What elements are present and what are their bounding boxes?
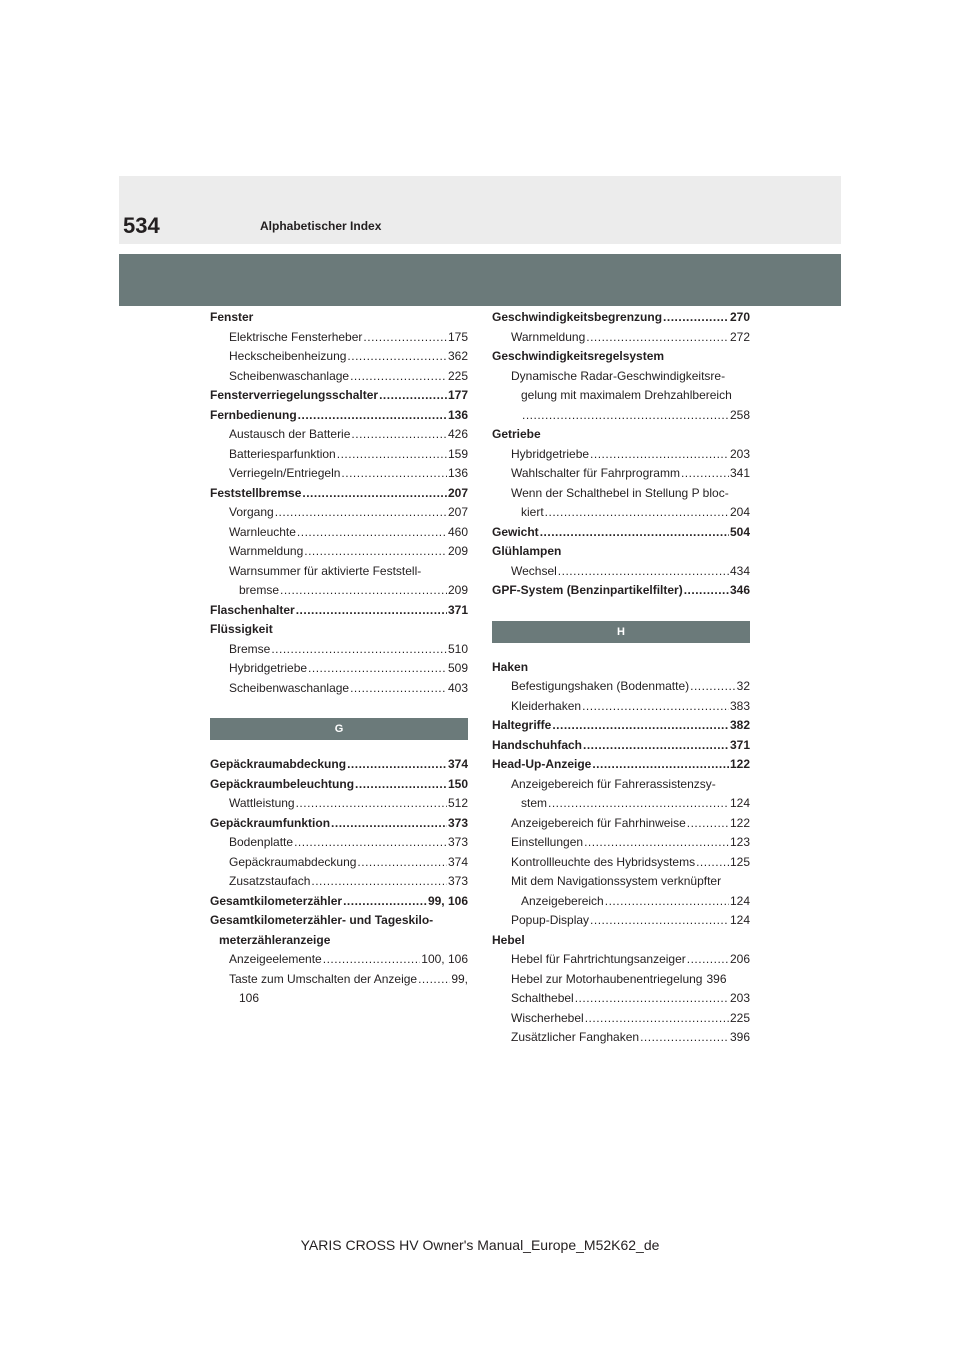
entry-term: Gesamtkilometerzähler xyxy=(210,893,343,908)
page-reference[interactable]: 434 xyxy=(729,563,750,578)
index-entry xyxy=(492,736,750,756)
dot-leader xyxy=(337,445,447,465)
dot-leader xyxy=(548,794,729,814)
dot-leader xyxy=(545,503,729,523)
page-reference[interactable]: 341 xyxy=(729,466,750,480)
entry-term: Taste zum Umschalten der Anzeige xyxy=(229,971,418,986)
dot-leader xyxy=(347,347,447,367)
entry-term: Vorgang xyxy=(229,505,274,519)
dot-leader xyxy=(663,308,729,328)
index-subentry xyxy=(492,1028,750,1048)
dot-leader xyxy=(582,697,729,717)
dot-leader xyxy=(294,833,447,853)
dot-leader xyxy=(363,328,447,348)
entry-term: Glühlampen xyxy=(492,544,562,558)
index-entry xyxy=(210,911,468,931)
entry-term: Hybridgetriebe xyxy=(511,446,590,461)
index-subentry xyxy=(210,581,468,601)
entry-term: Anzeigeelemente xyxy=(229,952,322,966)
entry-term: Anzeigebereich für Fahrerassistenzsy- xyxy=(511,776,716,791)
entry-term: Mit dem Navigationssystem verknüpfter xyxy=(511,874,722,888)
entry-term: Geschwindigkeitsregelsystem xyxy=(492,349,665,363)
page-reference[interactable]: 136 xyxy=(447,407,468,422)
dot-leader xyxy=(605,892,729,912)
index-subentry xyxy=(210,950,468,970)
dot-leader xyxy=(343,892,427,912)
index-subentry xyxy=(492,1009,750,1029)
index-subentry xyxy=(492,406,750,426)
document-footer: YARIS CROSS HV Owner's Manual_Europe_M52K62_de xyxy=(300,1237,660,1253)
index-subentry xyxy=(210,367,468,387)
index-subentry xyxy=(492,677,750,697)
dot-leader xyxy=(302,484,447,504)
index-entry xyxy=(492,425,750,445)
entry-term: Wahlschalter für Fahrprogramm xyxy=(511,466,680,480)
entry-term: kiert xyxy=(521,505,544,519)
dot-leader xyxy=(296,794,447,814)
page-reference[interactable]: 204 xyxy=(729,505,750,519)
dot-leader xyxy=(522,406,729,426)
index-entry xyxy=(492,523,750,543)
index-subentry xyxy=(210,833,468,853)
entry-term: Flaschenhalter xyxy=(210,602,295,617)
dot-leader xyxy=(590,911,729,931)
index-subentry xyxy=(210,523,468,543)
index-entry xyxy=(210,931,468,951)
index-subentry xyxy=(492,503,750,523)
index-subentry xyxy=(210,853,468,873)
entry-term: Anzeigebereich xyxy=(521,893,604,908)
entry-term: Haken xyxy=(492,659,529,674)
dot-leader xyxy=(350,679,447,699)
entry-term: GPF-System (Benzinpartikelfilter) xyxy=(492,583,683,597)
index-letter-header: G xyxy=(210,718,468,740)
dot-leader xyxy=(592,755,729,775)
entry-term: Getriebe xyxy=(492,427,541,441)
index-column-left xyxy=(210,308,468,1009)
entry-term: Bodenplatte xyxy=(229,835,294,849)
index-subentry xyxy=(210,464,468,484)
dot-leader xyxy=(357,853,447,873)
page-reference[interactable]: 206 xyxy=(729,952,750,966)
entry-term: bremse xyxy=(239,583,280,597)
page-reference[interactable]: 125 xyxy=(729,854,750,869)
index-subentry xyxy=(492,775,750,795)
dot-leader xyxy=(351,425,447,445)
index-subentry xyxy=(210,679,468,699)
index-subentry xyxy=(210,640,468,660)
page-reference[interactable]: 100, 106 xyxy=(421,952,468,966)
entry-term: Flüssigkeit xyxy=(210,622,273,636)
entry-term: Warnsummer für aktivierte Feststell- xyxy=(229,563,422,578)
index-subentry xyxy=(210,445,468,465)
entry-term: Popup-Display xyxy=(511,913,590,927)
index-entry xyxy=(492,581,750,601)
page-reference[interactable]: 509 xyxy=(447,661,468,675)
entry-term: Hebel für Fahrtrichtungsanzeiger xyxy=(511,952,686,966)
index-entry xyxy=(210,484,468,504)
entry-term: Fernbedienung xyxy=(210,407,297,422)
index-subentry xyxy=(492,386,750,406)
entry-term: Hybridgetriebe xyxy=(229,661,308,675)
page-reference[interactable]: 382 xyxy=(729,718,750,732)
page-reference[interactable]: 209 xyxy=(447,583,468,597)
index-subentry xyxy=(492,814,750,834)
page-reference[interactable]: 403 xyxy=(447,680,468,695)
page-reference[interactable]: 225 xyxy=(447,368,468,383)
page-reference[interactable]: 136 xyxy=(447,466,468,480)
page-reference[interactable]: 32 xyxy=(736,679,750,693)
dot-leader xyxy=(558,562,729,582)
page-reference[interactable]: 373 xyxy=(447,815,468,830)
entry-term: Anzeigebereich für Fahrhinweise xyxy=(511,815,686,830)
index-subentry xyxy=(492,328,750,348)
dot-leader xyxy=(696,853,729,873)
entry-term: gelung mit maximalem Drehzahlbereich xyxy=(521,388,732,402)
entry-term: Wenn der Schalthebel in Stellung P bloc- xyxy=(511,485,729,500)
dot-leader xyxy=(271,640,447,660)
index-entry xyxy=(492,716,750,736)
page-header xyxy=(119,176,841,244)
dot-leader xyxy=(297,523,447,543)
entry-term: Heckscheibenheizung xyxy=(229,349,347,363)
entry-term: Haltegriffe xyxy=(492,718,552,732)
index-subentry xyxy=(492,853,750,873)
page-reference[interactable]: 177 xyxy=(447,388,468,402)
index-subentry xyxy=(492,484,750,504)
entry-term: Wattleistung xyxy=(229,796,295,810)
page-reference[interactable]: 209 xyxy=(447,544,468,558)
entry-term: Geschwindigkeitsbegrenzung xyxy=(492,310,663,324)
header-divider-band xyxy=(119,254,841,306)
entry-term: Wechsel xyxy=(511,563,557,578)
index-subentry xyxy=(210,970,468,990)
index-subentry xyxy=(210,542,468,562)
dot-leader xyxy=(331,814,447,834)
dot-leader xyxy=(341,464,447,484)
page-reference[interactable]: 512 xyxy=(447,796,468,810)
index-entry xyxy=(210,620,468,640)
index-subentry xyxy=(210,989,468,1009)
dot-leader xyxy=(681,464,729,484)
page-reference[interactable]: 373 xyxy=(447,835,468,849)
page-reference[interactable]: 207 xyxy=(447,485,468,500)
page-reference[interactable]: 371 xyxy=(447,602,468,617)
entry-term: Fenster xyxy=(210,310,254,324)
entry-term: Zusatzstaufach xyxy=(229,874,311,888)
index-subentry xyxy=(210,794,468,814)
index-subentry xyxy=(492,445,750,465)
dot-leader xyxy=(690,677,736,697)
dot-leader xyxy=(584,833,729,853)
dot-leader xyxy=(687,814,729,834)
dot-leader xyxy=(280,581,447,601)
entry-term: Scheibenwaschanlage xyxy=(229,368,350,383)
index-column-right xyxy=(492,308,750,1048)
dot-leader xyxy=(575,989,729,1009)
page-reference[interactable]: 122 xyxy=(729,815,750,830)
index-subentry xyxy=(210,503,468,523)
index-subentry xyxy=(492,872,750,892)
index-subentry xyxy=(492,970,750,990)
index-entry xyxy=(210,406,468,426)
entry-term: Handschuhfach xyxy=(492,737,583,752)
entry-term: Austausch der Batterie xyxy=(229,427,351,441)
dot-leader xyxy=(350,367,447,387)
entry-term: Zusätzlicher Fanghaken xyxy=(511,1030,640,1044)
page-reference[interactable]: 124 xyxy=(729,893,750,908)
index-subentry xyxy=(492,911,750,931)
entry-term: Feststellbremse xyxy=(210,485,302,500)
page-reference[interactable]: 396 xyxy=(706,971,727,986)
index-subentry xyxy=(210,659,468,679)
entry-term: Gepäckraumabdeckung xyxy=(210,757,347,771)
dot-leader xyxy=(585,1009,729,1029)
index-entry xyxy=(492,542,750,562)
dot-leader xyxy=(347,755,447,775)
entry-term: Gepäckraumbeleuchtung xyxy=(210,776,355,791)
page-reference[interactable]: 383 xyxy=(729,698,750,713)
entry-term: Gepäckraumfunktion xyxy=(210,815,331,830)
page-reference[interactable]: 258 xyxy=(729,407,750,422)
index-subentry xyxy=(210,872,468,892)
page-reference[interactable]: 99, xyxy=(451,971,468,986)
dot-leader xyxy=(418,970,450,990)
dot-leader xyxy=(586,328,729,348)
index-entry xyxy=(210,814,468,834)
entry-term: Hebel xyxy=(492,932,525,947)
index-subentry xyxy=(492,697,750,717)
entry-term: Elektrische Fensterheber xyxy=(229,329,363,344)
dot-leader xyxy=(298,406,447,426)
dot-leader xyxy=(304,542,447,562)
entry-term: Gesamtkilometerzähler- und Tageskilo- xyxy=(210,913,434,927)
page-reference[interactable]: 124 xyxy=(729,913,750,927)
dot-leader xyxy=(311,872,447,892)
index-subentry xyxy=(210,328,468,348)
index-subentry xyxy=(492,892,750,912)
dot-leader xyxy=(640,1028,729,1048)
index-entry xyxy=(210,308,468,328)
dot-leader xyxy=(323,950,421,970)
index-entry xyxy=(210,775,468,795)
entry-term: Kleiderhaken xyxy=(511,698,582,713)
entry-term: Warnmeldung xyxy=(511,329,586,344)
entry-term: Dynamische Radar-Geschwindigkeitsre- xyxy=(511,368,726,383)
entry-term: meterzähleranzeige xyxy=(219,932,331,947)
index-subentry xyxy=(492,989,750,1009)
page-reference[interactable]: 225 xyxy=(729,1010,750,1025)
entry-term: stem xyxy=(521,796,548,810)
dot-leader xyxy=(379,386,447,406)
page-reference[interactable]: 373 xyxy=(447,874,468,888)
index-subentry xyxy=(492,464,750,484)
page-reference[interactable]: 270 xyxy=(729,310,750,324)
entry-term: Wischerhebel xyxy=(511,1010,584,1025)
page-reference[interactable]: 346 xyxy=(729,583,750,597)
dot-leader xyxy=(590,445,729,465)
entry-term: Hebel zur Motorhaubenentriegelung xyxy=(511,971,703,986)
page-reference[interactable]: 175 xyxy=(447,329,468,344)
page-reference[interactable]: 123 xyxy=(729,835,750,849)
index-subentry xyxy=(210,425,468,445)
index-subentry xyxy=(210,347,468,367)
dot-leader xyxy=(540,523,729,543)
page-reference[interactable]: 362 xyxy=(447,349,468,363)
page-reference[interactable]: 207 xyxy=(447,505,468,519)
entry-term: Befestigungshaken (Bodenmatte) xyxy=(511,679,690,693)
page-reference[interactable]: 272 xyxy=(729,329,750,344)
page-reference[interactable]: 150 xyxy=(447,776,468,791)
page-reference[interactable]: 396 xyxy=(729,1030,750,1044)
entry-term: Scheibenwaschanlage xyxy=(229,680,350,695)
page-reference[interactable]: 203 xyxy=(729,446,750,461)
section-title: Alphabetischer Index xyxy=(260,219,382,233)
index-entry xyxy=(210,601,468,621)
index-subentry xyxy=(210,562,468,582)
index-entry xyxy=(492,347,750,367)
index-subentry xyxy=(492,950,750,970)
page-reference[interactable]: 159 xyxy=(447,446,468,461)
entry-term: Kontrollleuchte des Hybridsystems xyxy=(511,854,696,869)
page-reference[interactable]: 124 xyxy=(729,796,750,810)
entry-term: Verriegeln/Entriegeln xyxy=(229,466,341,480)
entry-term: 106 xyxy=(239,991,260,1005)
page-reference[interactable]: 374 xyxy=(447,757,468,771)
index-subentry xyxy=(492,794,750,814)
dot-leader xyxy=(552,716,729,736)
entry-term: Warnmeldung xyxy=(229,544,304,558)
index-entry xyxy=(210,386,468,406)
page-reference[interactable]: 371 xyxy=(729,737,750,752)
entry-term: Bremse xyxy=(229,641,271,656)
entry-term: Gewicht xyxy=(492,524,539,539)
index-entry xyxy=(492,658,750,678)
index-subentry xyxy=(492,562,750,582)
dot-leader xyxy=(684,581,729,601)
dot-leader xyxy=(583,736,729,756)
entry-term: Head-Up-Anzeige xyxy=(492,757,592,771)
page-reference[interactable]: 374 xyxy=(447,854,468,869)
entry-term: Fensterverriegelungsschalter xyxy=(210,388,379,402)
dot-leader xyxy=(355,775,447,795)
page-reference[interactable]: 510 xyxy=(447,641,468,656)
dot-leader xyxy=(275,503,447,523)
index-entry xyxy=(492,308,750,328)
dot-leader xyxy=(296,601,447,621)
entry-term: Schalthebel xyxy=(511,991,574,1005)
index-entry xyxy=(210,755,468,775)
page-reference[interactable]: 426 xyxy=(447,427,468,441)
index-subentry xyxy=(492,833,750,853)
entry-term: Gepäckraumabdeckung xyxy=(229,854,357,869)
index-entry xyxy=(492,755,750,775)
dot-leader xyxy=(308,659,447,679)
page-number: 534 xyxy=(123,213,160,238)
page-reference[interactable]: 504 xyxy=(729,524,750,539)
index-subentry xyxy=(492,367,750,387)
index-letter-header: H xyxy=(492,621,750,643)
entry-term: Warnleuchte xyxy=(229,524,296,539)
index-entry xyxy=(492,931,750,951)
index-entry xyxy=(210,892,468,912)
entry-term: Batteriesparfunktion xyxy=(229,446,336,461)
entry-term: Einstellungen xyxy=(511,835,584,849)
dot-leader xyxy=(687,950,729,970)
page-reference[interactable]: 99, 106 xyxy=(427,893,468,908)
page-reference[interactable]: 460 xyxy=(447,524,468,539)
page-reference[interactable]: 122 xyxy=(729,757,750,771)
page-reference[interactable]: 203 xyxy=(729,991,750,1005)
